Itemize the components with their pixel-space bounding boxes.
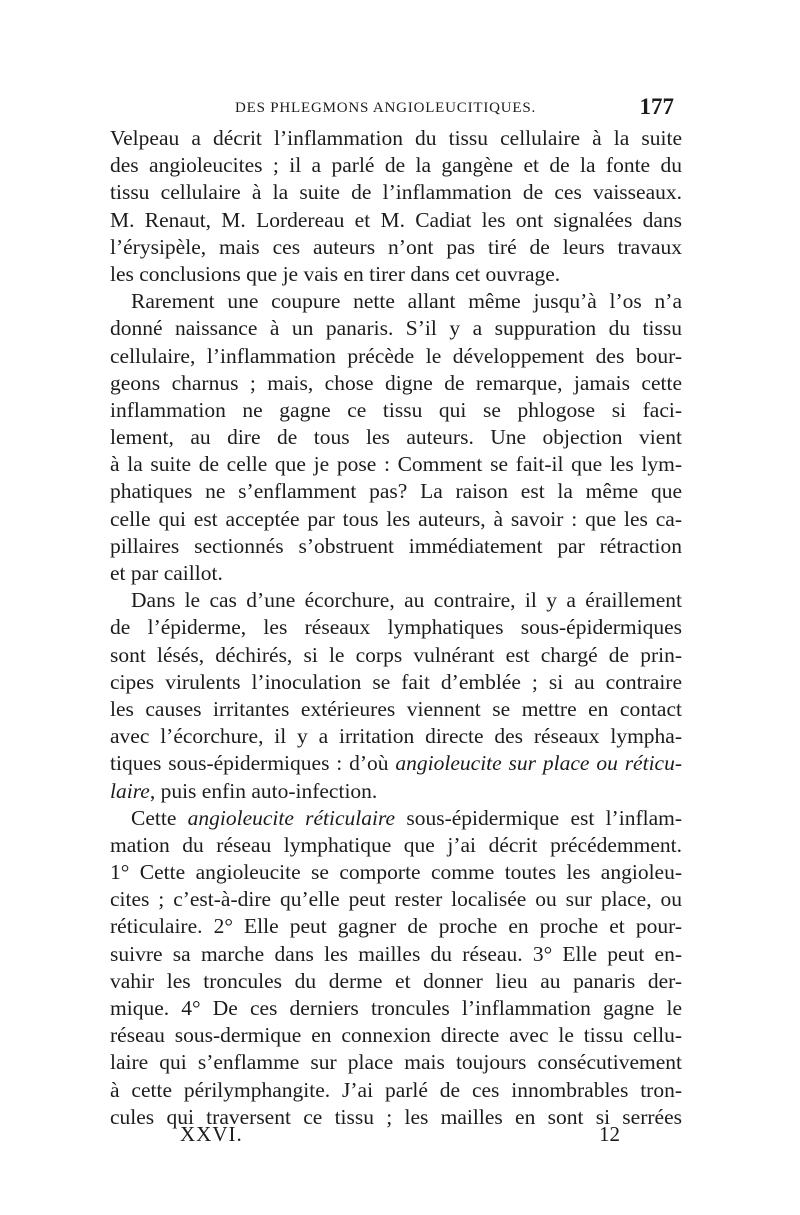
text-line: cules qui traversent ce tissu ; les mailles en sont si serrées [110,1104,682,1129]
text-line: Dans le cas d’une écorchure, au contraire, il y a éraillement [131,588,682,613]
text-line: 1° Cette angioleucite se comporte comme toutes les angioleu- [110,860,682,885]
text-line: laire qui s’enflamme sur place mais toujours consécutivement [110,1050,682,1075]
text-line: sont lésés, déchirés, si le corps vulnérant est chargé de prin- [110,642,682,667]
text-line: celle qui est acceptée par tous les auteurs, à savoir : que les ca- [110,506,682,531]
text-line: des angioleucites ; il a parlé de la gangène et de la fonte du [110,153,682,178]
text-line: les conclusions que je vais en tirer dans cet ouvrage. [110,261,561,286]
italic-term: angioleucite réticulaire [187,805,396,830]
text-line: mation du réseau lymphatique que j’ai décrit précédemment. [110,832,682,857]
sheet-number: 12 [599,1122,620,1146]
text-line: réseau sous-dermique en connexion directe avec le tissu cellu- [110,1023,682,1048]
text-line: à la suite de celle que je pose : Comment se fait-il que les lym- [110,452,682,477]
text-line: à cette périlymphangite. J’ai parlé de ces innombrables tron- [110,1077,682,1102]
text-line: Cette angioleucite réticulaire sous-épidermique est l’inflam- [131,805,682,830]
italic-term: angioleucite sur place ou réticu- [395,751,682,776]
text-line: phatiques ne s’enflamment pas? La raison est la même que [110,479,682,504]
text-line: inflammation ne gagne ce tissu qui se phlogose si faci- [110,397,682,422]
text-line: Rarement une coupure nette allant même jusqu’à l’os n’a [131,289,682,314]
text-line: laire, puis enfin auto-infection. [110,778,378,803]
text-line: M. Renaut, M. Lordereau et M. Cadiat les ont signalées dans [110,207,682,232]
text-line: tissu cellulaire à la suite de l’inflammation de ces vaisseaux. [110,180,682,205]
signature-mark: XXVI. [180,1122,243,1146]
text-line: cipes virulents l’inoculation se fait d’emblée ; si au contraire [110,669,682,694]
page-footer [110,1122,682,1152]
text-line: cellulaire, l’inflammation précède le développement des bour- [110,343,682,368]
text-line: avec l’écorchure, il y a irritation directe des réseaux lympha- [110,724,682,749]
text-line: les causes irritantes extérieures viennent se mettre en contact [110,696,682,721]
text-line: pillaires sectionnés s’obstruent immédiatement par rétraction [110,533,682,558]
text-line: tiques sous-épidermiques : d’où angioleucite sur place ou réticu- [110,751,682,776]
text-line: cites ; c’est-à-dire qu’elle peut rester localisée ou sur place, ou [110,887,682,912]
body-text [110,125,682,1131]
text-line: geons charnus ; mais, chose digne de remarque, jamais cette [110,370,682,395]
page-number: 177 [639,94,674,119]
running-head [110,94,682,124]
text-line: réticulaire. 2° Elle peut gagner de proche en proche et pour- [110,914,682,939]
text-line: lement, au dire de tous les auteurs. Une objection vient [110,425,682,450]
text-line: mique. 4° De ces derniers troncules l’inflammation gagne le [110,996,682,1020]
text-line: Velpeau a décrit l’inflammation du tissu cellulaire à la suite [110,126,682,150]
text-line: donné naissance à un panaris. S’il y a suppuration du tissu [110,316,682,341]
text-line: et par caillot. [110,561,223,585]
italic-term: laire [110,778,150,803]
running-title: DES PHLEGMONS ANGIOLEUCITIQUES. [235,100,537,116]
text-line: vahir les troncules du derme et donner lieu au panaris der- [110,968,682,993]
text-line: de l’épiderme, les réseaux lymphatiques sous-épidermiques [110,615,682,640]
text-line: suivre sa marche dans les mailles du réseau. 3° Elle peut en- [110,941,682,966]
text-line: l’érysipèle, mais ces auteurs n’ont pas tiré de leurs travaux [110,234,682,259]
